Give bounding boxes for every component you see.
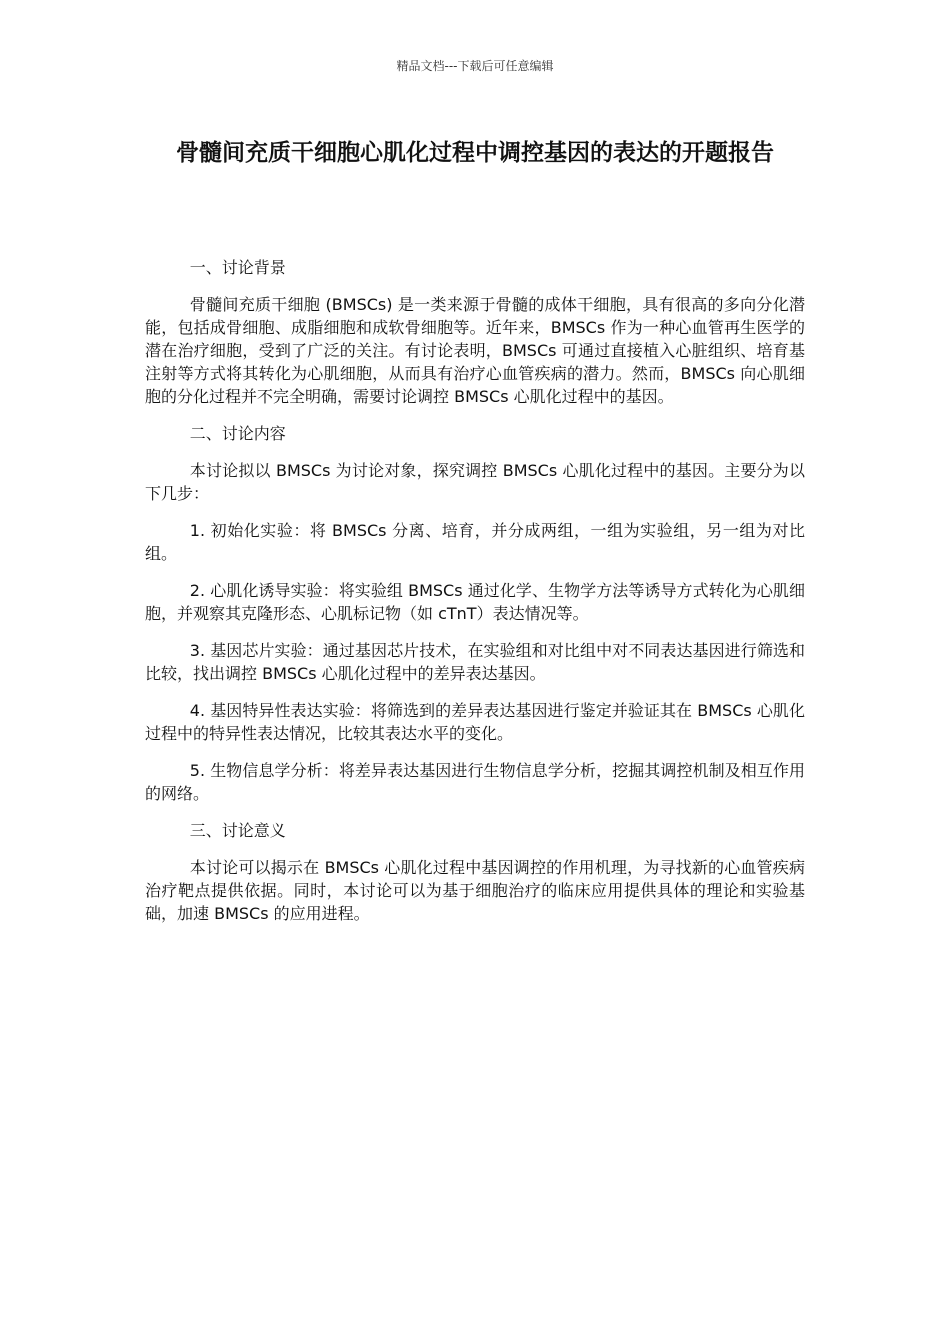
content-step-4: 4. 基因特异性表达实验：将筛选到的差异表达基因进行鉴定并验证其在 BMSCs 心肌化过程中的特异性表达情况，比较其表达水平的变化。 bbox=[145, 701, 805, 743]
content-intro-paragraph: 本讨论拟以 BMSCs 为讨论对象，探究调控 BMSCs 心肌化过程中的基因。主要分为以下几步： bbox=[145, 461, 805, 503]
document-body bbox=[145, 256, 805, 939]
content-step-1: 1. 初始化实验：将 BMSCs 分离、培育，并分成两组，一组为实验组，另一组为对比组。 bbox=[145, 521, 805, 563]
document-title: 骨髓间充质干细胞心肌化过程中调控基因的表达的开题报告 bbox=[176, 140, 774, 166]
section-heading-background: 一、讨论背景 bbox=[189, 258, 286, 277]
section-heading-content: 二、讨论内容 bbox=[189, 424, 286, 443]
content-step-2: 2. 心肌化诱导实验：将实验组 BMSCs 通过化学、生物学方法等诱导方式转化为心肌细胞，并观察其克隆形态、心肌标记物（如 cTnT）表达情况等。 bbox=[145, 581, 805, 623]
content-step-5: 5. 生物信息学分析：将差异表达基因进行生物信息学分析，挖掘其调控机制及相互作用的网络。 bbox=[145, 761, 805, 803]
content-step-3: 3. 基因芯片实验：通过基因芯片技术，在实验组和对比组中对不同表达基因进行筛选和比较，找出调控 BMSCs 心肌化过程中的差异表达基因。 bbox=[145, 641, 805, 683]
background-paragraph: 骨髓间充质干细胞 (BMSCs) 是一类来源于骨髓的成体干细胞，具有很高的多向分化潜能，包括成骨细胞、成脂细胞和成软骨细胞等。近年来，BMSCs 作为一种心血管再生医学的潜在治疗细胞，受到了广泛的关注。有讨论表明，BMSCs 可通过直接植入心脏组织、培育基注射等方式将其转化为心肌细胞，从而具有治疗心血管疾病的潜力。然而，BMSCs 向心肌细胞的分化过程并不完全明确，需要讨论调控 BMSCs 心肌化过程中的基因。 bbox=[145, 295, 805, 406]
page-header-watermark: 精品文档---下载后可任意编辑 bbox=[396, 59, 554, 73]
significance-paragraph: 本讨论可以揭示在 BMSCs 心肌化过程中基因调控的作用机理，为寻找新的心血管疾病治疗靶点提供依据。同时，本讨论可以为基于细胞治疗的临床应用提供具体的理论和实验基础，加速 BMSCs 的应用进程。 bbox=[145, 858, 805, 923]
section-heading-significance: 三、讨论意义 bbox=[189, 821, 286, 840]
